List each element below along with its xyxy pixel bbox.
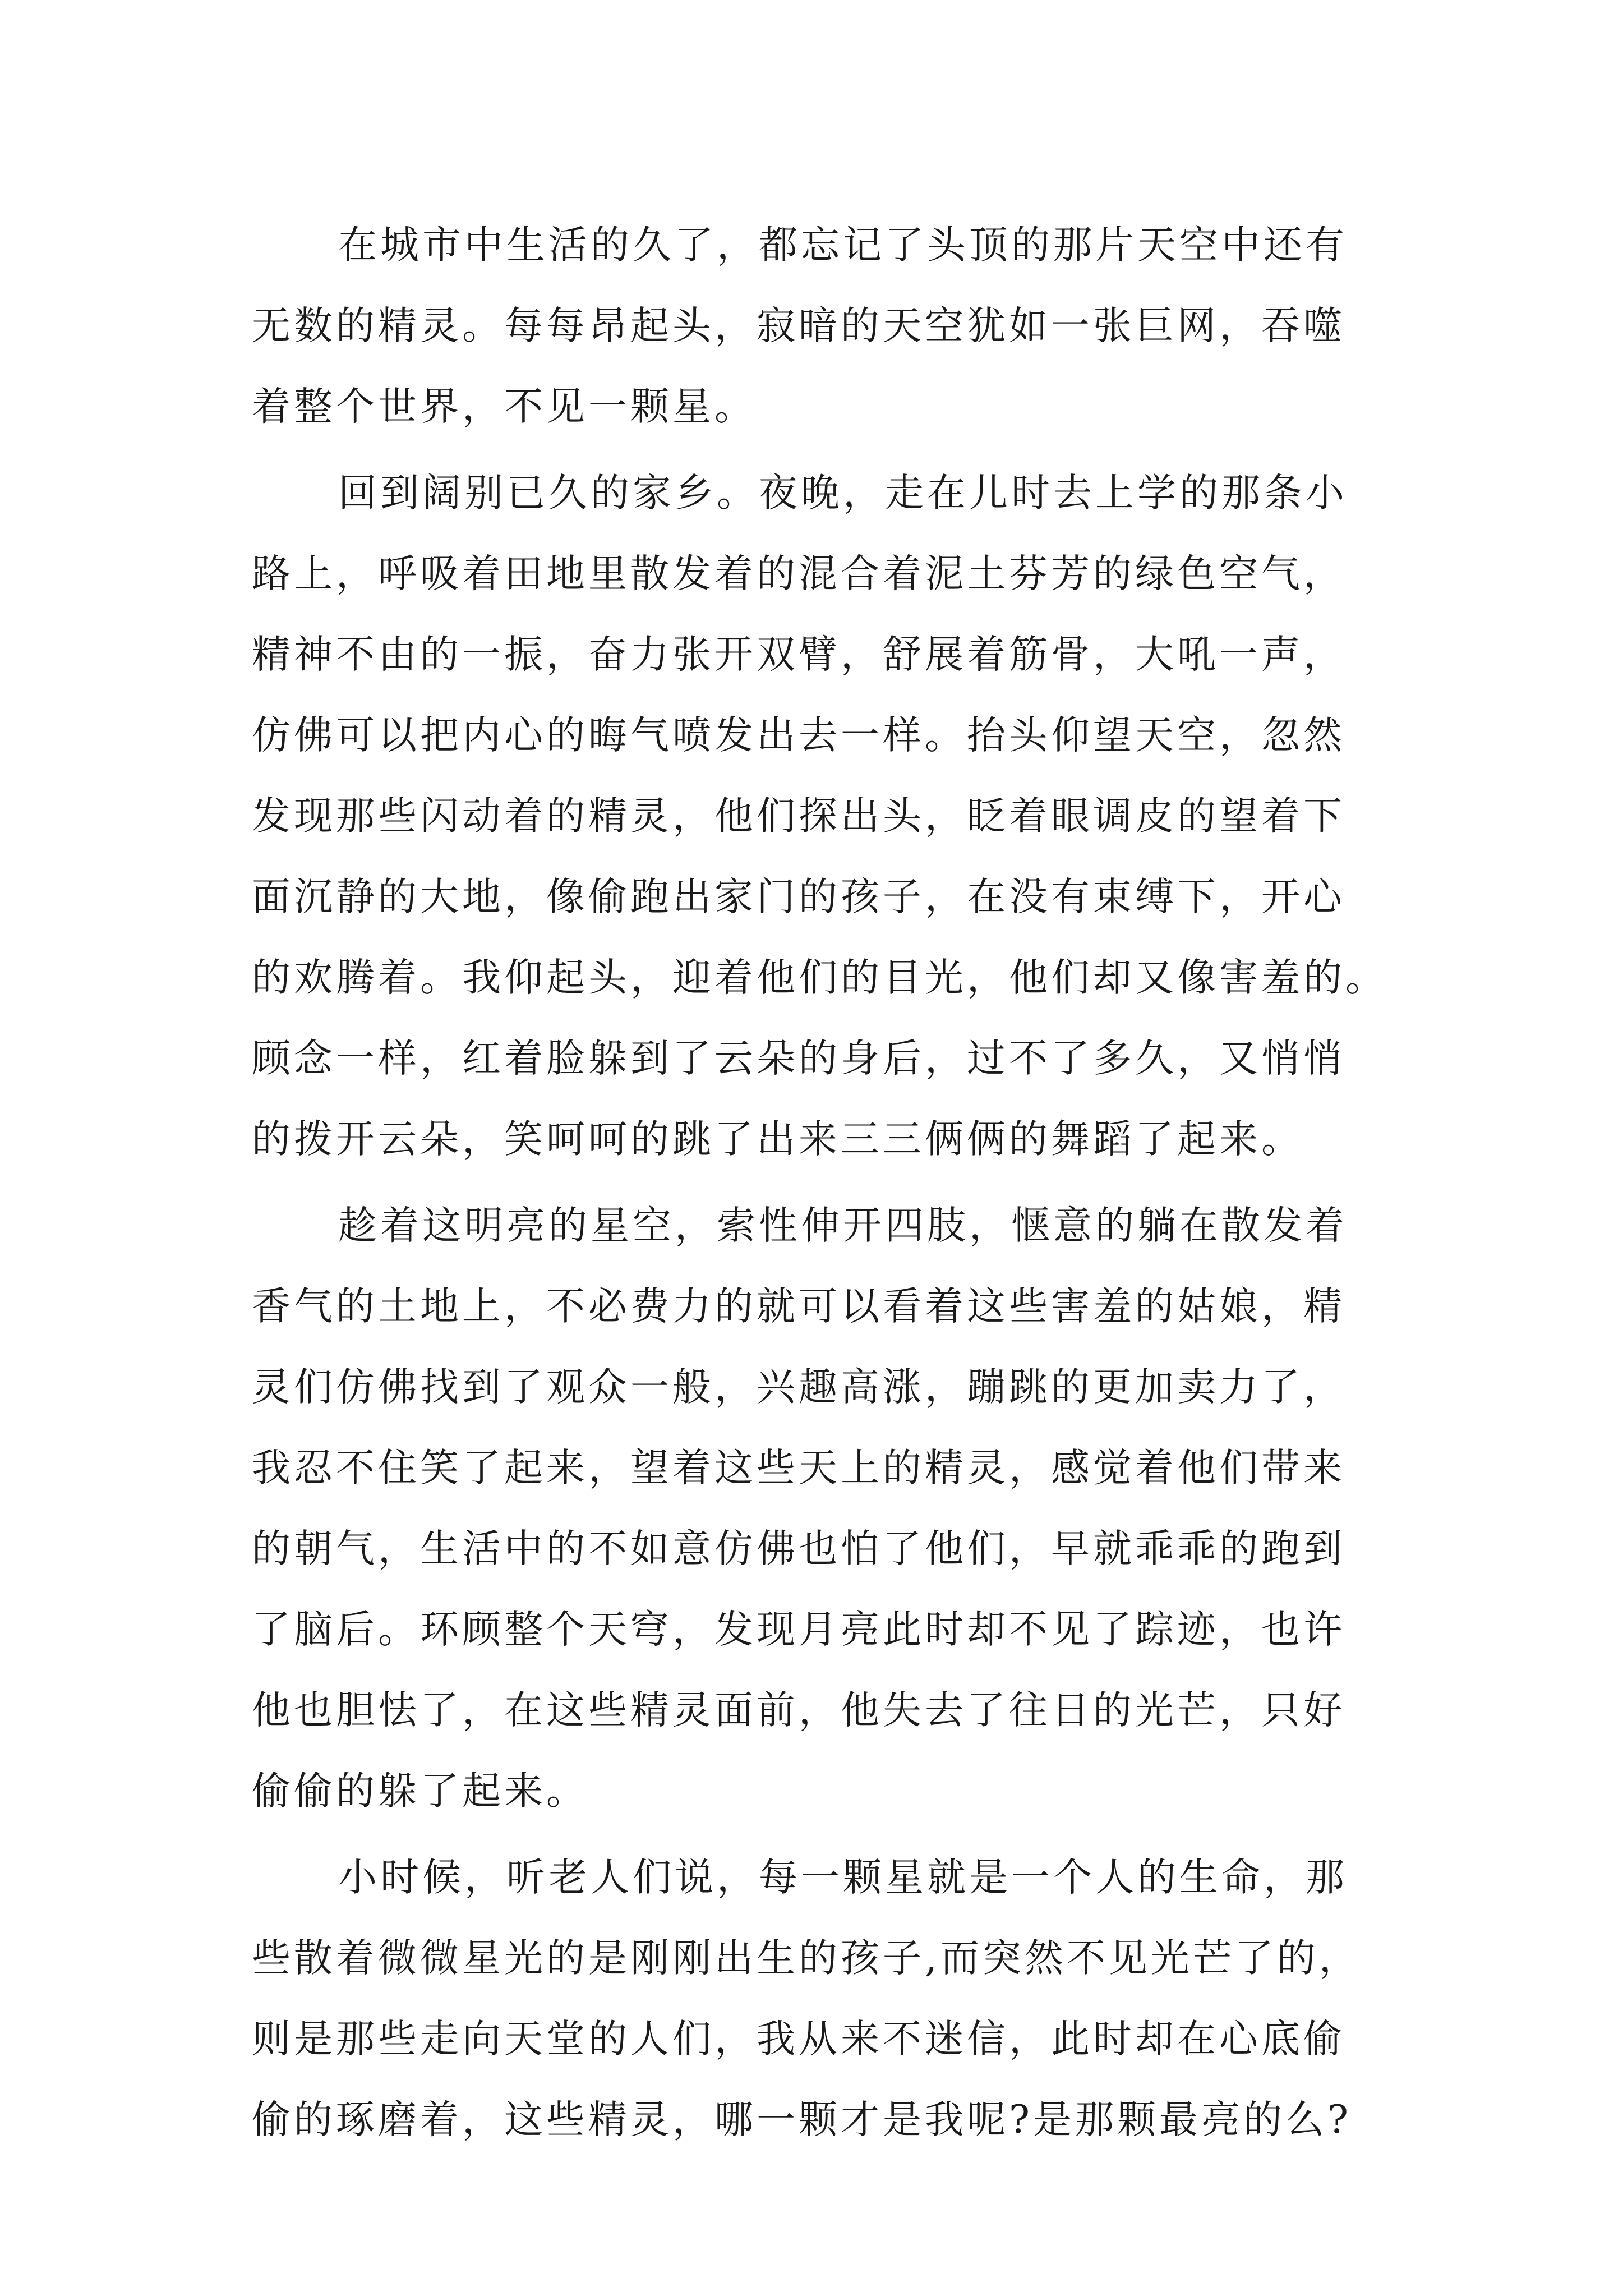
text-line: 趁着这明亮的星空，索性伸开四肢，惬意的躺在散发着 [338, 1203, 1348, 1248]
text-line: 面沉静的大地，像偷跑出家门的孩子，在没有束缚下，开心 [252, 875, 1345, 919]
text-line: 偷偷的躲了起来。 [252, 1769, 588, 1814]
text-line: 了脑后。环顾整个天穹，发现月亮此时却不见了踪迹，也许 [252, 1607, 1345, 1652]
text-line: 在城市中生活的久了，都忘记了头顶的那片天空中还有 [338, 223, 1348, 268]
paragraph-2 [252, 453, 1401, 1180]
text-line: 他也胆怯了，在这些精灵面前，他失去了往日的光芒，只好 [252, 1688, 1345, 1733]
text-line: 的朝气，生活中的不如意仿佛也怕了他们，早就乖乖的跑到 [252, 1526, 1345, 1571]
text-line: 顾念一样，红着脸躲到了云朵的身后，过不了多久，又悄悄 [252, 1036, 1345, 1081]
text-line: 发现那些闪动着的精灵，他们探出头，眨着眼调皮的望着下 [252, 794, 1345, 839]
text-line: 偷的琢磨着，这些精灵，哪一颗才是我呢?是那颗最亮的么? [252, 2097, 1352, 2142]
text-line: 无数的精灵。每每昂起头，寂暗的天空犹如一张巨网，吞噬 [252, 303, 1345, 348]
text-line: 回到阔别已久的家乡。夜晚，走在儿时去上学的那条小 [338, 471, 1348, 516]
text-line: 些散着微微星光的是刚刚出生的孩子,而突然不见光芒了的， [252, 1936, 1361, 1981]
text-line: 路上，呼吸着田地里散发着的混合着泥土芬芳的绿色空气， [252, 551, 1345, 596]
text-line: 我忍不住笑了起来，望着这些天上的精灵，感觉着他们带来 [252, 1446, 1345, 1490]
text-line: 精神不由的一振，奋力张开双臂，舒展着筋骨，大吼一声， [252, 632, 1345, 677]
paragraph-4 [252, 1837, 1401, 2160]
text-line: 灵们仿佛找到了观众一般，兴趣高涨，蹦跳的更加卖力了， [252, 1365, 1345, 1410]
text-line: 香气的土地上，不必费力的就可以看着这些害羞的姑娘，精 [252, 1284, 1345, 1329]
text-line: 着整个世界，不见一颗星。 [252, 384, 757, 429]
paragraph-3 [252, 1185, 1401, 1832]
text-line: 则是那些走向天堂的人们，我从来不迷信，此时却在心底偷 [252, 2017, 1345, 2062]
text-line: 仿佛可以把内心的晦气喷发出去一样。抬头仰望天空，忽然 [252, 713, 1345, 758]
text-line: 的欢腾着。我仰起头，迎着他们的目光，他们却又像害羞的。 [252, 955, 1387, 1000]
text-line: 小时候，听老人们说，每一颗星就是一个人的生命，那 [338, 1855, 1348, 1900]
document-body [252, 205, 1401, 2160]
paragraph-1 [252, 205, 1401, 447]
text-line: 的拨开云朵，笑呵呵的跳了出来三三俩俩的舞蹈了起来。 [252, 1117, 1303, 1162]
